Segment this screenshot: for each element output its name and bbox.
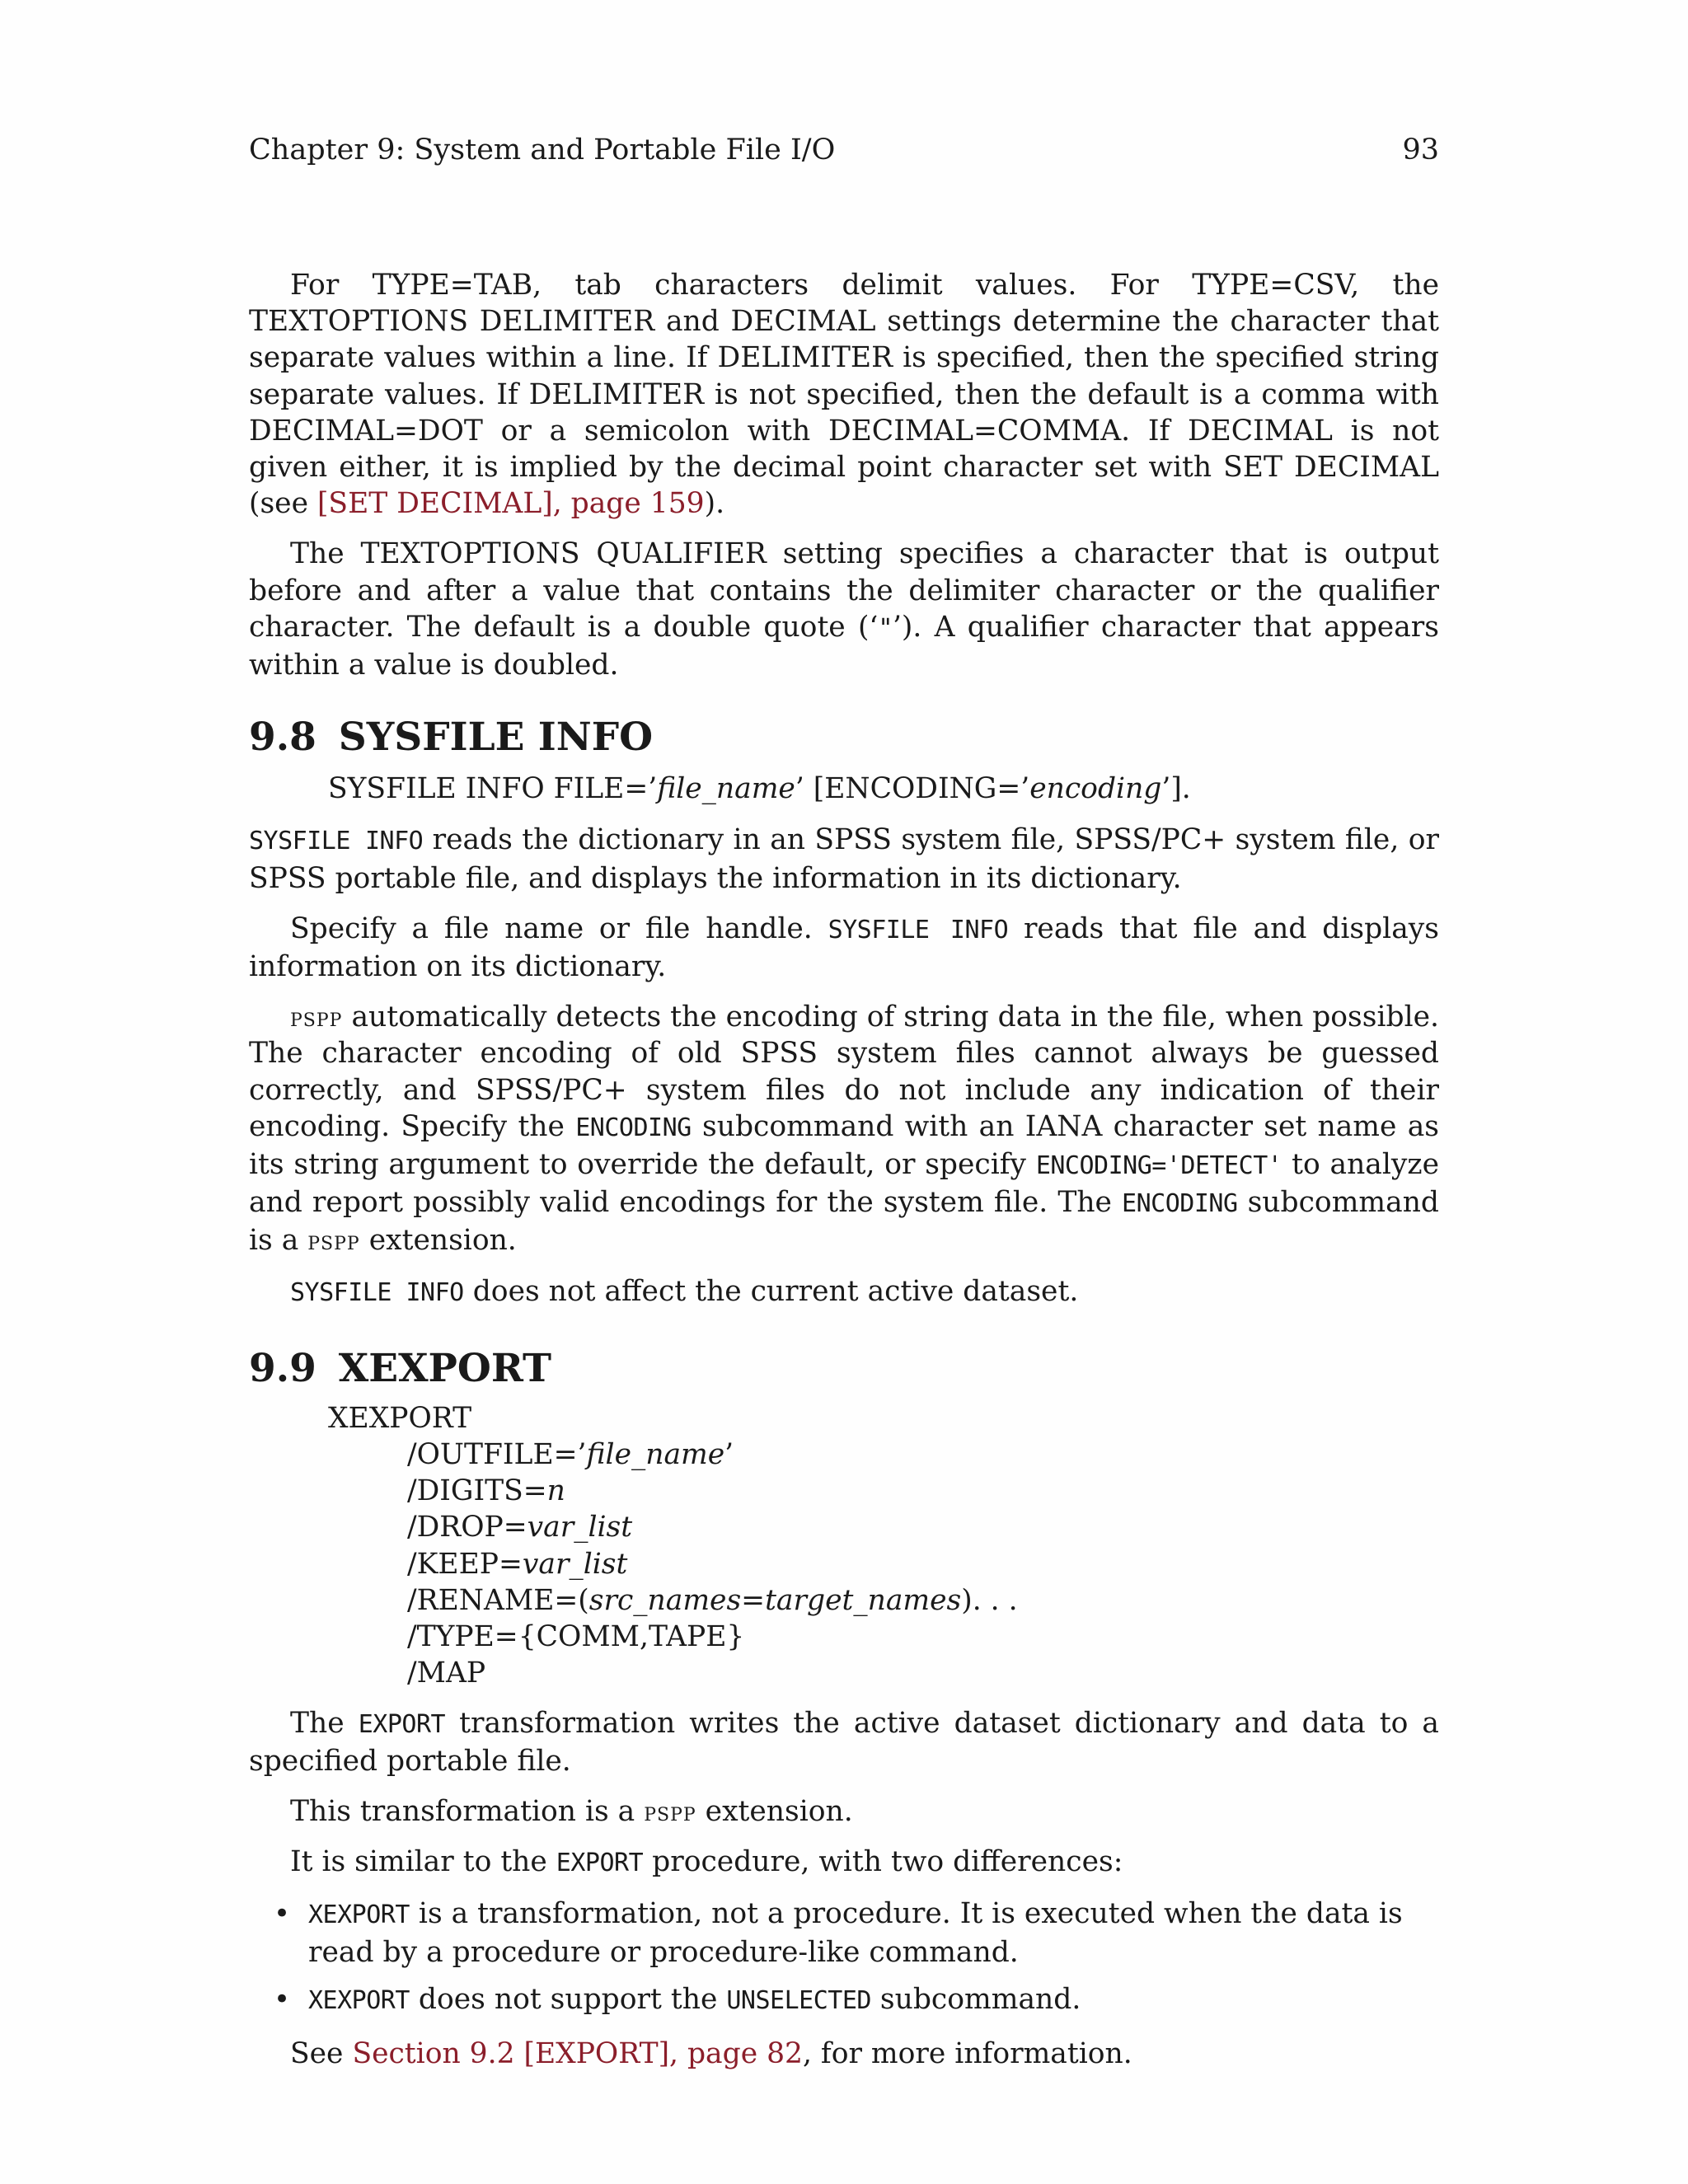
text: does not affect the current active dataset. <box>463 1274 1079 1308</box>
paragraph-type-delimiters <box>249 267 1439 522</box>
text: extension. <box>359 1224 517 1258</box>
text: /RENAME=( <box>407 1583 589 1617</box>
text: /OUTFILE=’ <box>407 1438 587 1472</box>
syntax-rename <box>407 1582 1439 1619</box>
paragraph-active-dataset <box>249 1273 1439 1311</box>
placeholder: file_name <box>657 772 795 806</box>
section-title: XEXPORT <box>338 1345 552 1391</box>
section-heading-xexport <box>249 1344 1439 1394</box>
differences-list <box>249 1896 1439 2019</box>
text: does not support the <box>409 1982 727 2016</box>
set-decimal-link[interactable]: [SET DECIMAL], page 159 <box>316 487 705 521</box>
export-section-link[interactable]: Section 9.2 [EXPORT], page 82 <box>352 2036 803 2070</box>
text: automatically detects the encoding of string data in the file, when possible. The character encoding of old SPSS system files cannot always be guessed correctly, and SPSS/PC+ system files do not include any indication of their encoding. Specify the <box>249 1001 1439 1143</box>
text: procedure, with two differences: <box>643 1845 1123 1879</box>
syntax-type: /TYPE={COMM,TAPE} <box>407 1620 745 1654</box>
code: ENCODING='DETECT' <box>1035 1151 1282 1181</box>
syntax-map: /MAP <box>407 1657 486 1690</box>
text: . . . <box>972 1583 1018 1617</box>
placeholder: encoding <box>1029 772 1162 806</box>
syntax-keep <box>407 1546 1439 1582</box>
xexport-syntax <box>249 1400 1439 1692</box>
paragraph-see-also <box>249 2036 1439 2072</box>
text: /DIGITS= <box>407 1474 547 1508</box>
code: SYSFILE INFO <box>828 915 1009 944</box>
list-item <box>249 1896 1439 1970</box>
section-heading-sysfile-info <box>249 713 1439 762</box>
code: ENCODING <box>575 1113 692 1142</box>
paragraph-sysfile-reads <box>249 822 1439 896</box>
code: SYSFILE INFO <box>290 1277 464 1307</box>
text: /DROP= <box>407 1511 528 1544</box>
placeholder: src_names=target_names <box>588 1583 962 1617</box>
syntax-outfile <box>407 1436 1439 1473</box>
pspp-name: pspp <box>290 1001 343 1033</box>
code: ENCODING <box>1122 1189 1238 1219</box>
text: ’]. <box>1161 772 1191 806</box>
list-item <box>249 1981 1439 2019</box>
text: The <box>290 1706 359 1740</box>
page-number: 93 <box>1402 134 1439 166</box>
section-number: 9.9 <box>249 1345 316 1391</box>
placeholder: file_name <box>586 1438 725 1472</box>
paragraph-encoding <box>249 999 1439 1258</box>
code: EXPORT <box>556 1849 644 1878</box>
placeholder: var_list <box>522 1547 628 1581</box>
text: Specify a file name or file handle. <box>290 912 828 945</box>
text: extension. <box>696 1794 853 1828</box>
text: reads that file and displays information on its dictionary. <box>249 912 1439 984</box>
section-number: 9.8 <box>249 715 316 761</box>
text: transformation writes the active dataset dictionary and data to a specified portable file. <box>249 1706 1439 1778</box>
text: ’ <box>724 1438 734 1472</box>
code: SYSFILE INFO <box>249 827 424 856</box>
syntax-digits <box>407 1473 1439 1509</box>
text: /KEEP= <box>407 1547 523 1581</box>
code: UNSELECTED <box>726 1985 871 2015</box>
placeholder: n <box>546 1474 565 1508</box>
paragraph-specify-file <box>249 911 1439 985</box>
section-title: SYSFILE INFO <box>338 715 654 761</box>
paragraph-pspp-extension <box>249 1793 1439 1830</box>
running-header <box>249 130 1439 170</box>
text: reads the dictionary in an SPSS system file, SPSS/PC+ system file, or SPSS portable file, and displays the information in its dictionary. <box>249 823 1439 895</box>
pspp-name: pspp <box>307 1225 360 1257</box>
text: For TYPE=TAB, tab characters delimit values. For TYPE=CSV, the TEXTOPTIONS DELIMITER and DECIMAL settings determine the character that separate values within a line. If DELIMITER is specified, then the specified string separate values. If DELIMITER is not specified, then the default is a comma with DECIMAL=DOT or a semicolon with DECIMAL=COMMA. If DECIMAL is not given either, it is implied by the decimal point character set with SET DECIMAL (see <box>249 269 1439 521</box>
text: This transformation is a <box>290 1794 645 1828</box>
code: " <box>878 613 893 643</box>
text: to analyze and report possibly valid encodings for the system file. The <box>249 1148 1439 1220</box>
code: XEXPORT <box>308 1900 410 1930</box>
text: It is similar to the <box>290 1845 556 1879</box>
text: ). <box>704 487 725 521</box>
page-body <box>249 267 1439 2072</box>
chapter-title: Chapter 9: System and Portable File I/O <box>249 134 836 166</box>
sysfile-info-syntax <box>328 771 1439 807</box>
text: ’ [ENCODING=’ <box>795 772 1030 806</box>
text: See <box>290 2036 353 2070</box>
text: The TEXTOPTIONS QUALIFIER setting specifies a character that is output before and after a value that contains the delimiter character or the qualifier character. The default is a double quote (‘ <box>249 537 1439 644</box>
text: SYSFILE INFO FILE=’ <box>328 772 658 806</box>
paragraph-qualifier <box>249 536 1439 683</box>
text: ) <box>961 1583 973 1617</box>
text: is a transformation, not a procedure. It is executed when the data is read by a procedure or procedure-like command. <box>308 1897 1403 1969</box>
placeholder: var_list <box>527 1511 633 1544</box>
text: ’). A qualifier character that appears within a value is doubled. <box>249 610 1439 682</box>
pspp-name: pspp <box>644 1795 696 1827</box>
code: XEXPORT <box>308 1985 410 2015</box>
syntax-drop <box>407 1509 1439 1545</box>
syntax-command: XEXPORT <box>328 1401 472 1435</box>
code: EXPORT <box>358 1709 446 1739</box>
text: subcommand. <box>870 1982 1081 2016</box>
text: , for more information. <box>803 2036 1132 2070</box>
text: subcommand with an IANA character set name as its string argument to override the default, or specify <box>249 1109 1439 1182</box>
paragraph-similar <box>249 1844 1439 1882</box>
text: subcommand is a <box>249 1186 1440 1258</box>
paragraph-export-writes <box>249 1705 1439 1779</box>
